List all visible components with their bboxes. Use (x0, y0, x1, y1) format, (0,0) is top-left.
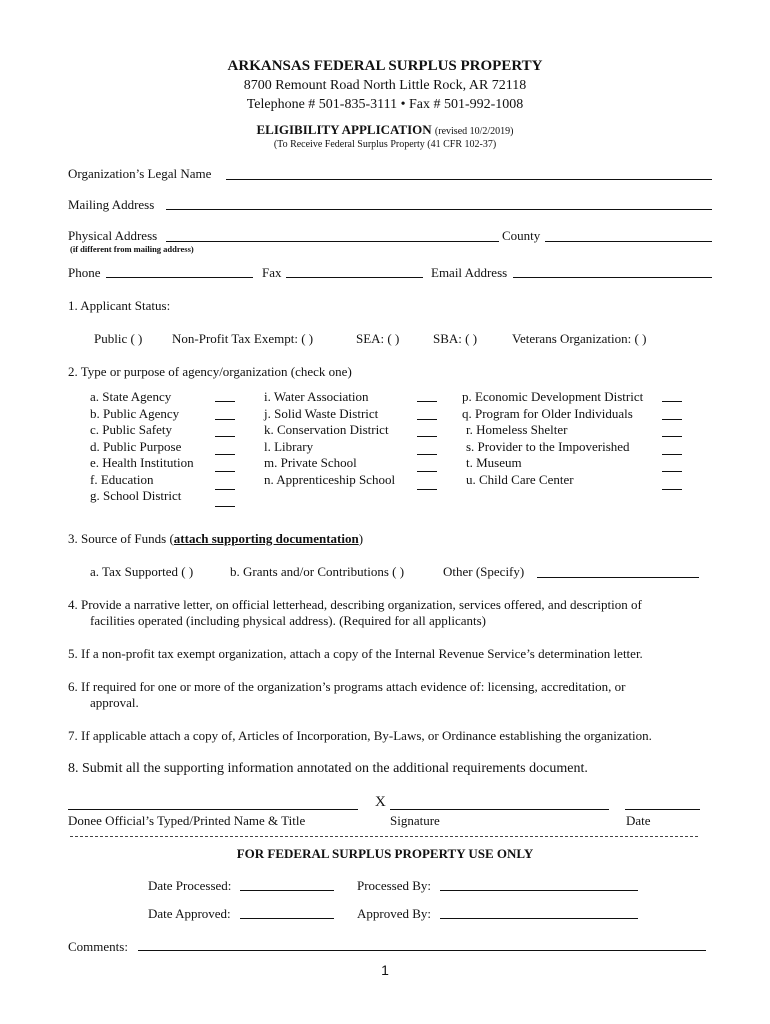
type-column-3 (462, 389, 643, 488)
org-title: ARKANSAS FEDERAL SURPLUS PROPERTY (227, 58, 543, 74)
type-option: i. Water Association (264, 389, 369, 404)
item-7: 7. If applicable attach a copy of, Articles of Incorporation, By-Laws, or Ordinance establishing the organization. (68, 728, 652, 743)
type-option: d. Public Purpose (90, 438, 182, 454)
source-title-text: 3. Source of Funds ( (68, 531, 174, 546)
form-title-line (0, 122, 770, 138)
status-sba[interactable]: SBA: ( ) (433, 331, 478, 346)
status-nonprofit[interactable]: Non-Profit Tax Exempt: ( ) (172, 331, 314, 346)
item-6: 6. If required for one or more of the organization’s programs attach evidence of: licensing, accreditation, or (68, 679, 626, 694)
source-of-funds-title (68, 531, 363, 547)
type-blanks-2 (417, 389, 437, 494)
revised-date: (revised 10/2/2019) (434, 126, 514, 137)
date-approved-field[interactable] (240, 918, 334, 919)
phone-label: Phone (68, 265, 101, 280)
checkbox-blank[interactable] (215, 424, 235, 437)
type-option: m. Private School (264, 455, 357, 470)
checkbox-blank[interactable] (662, 442, 682, 455)
fax-field[interactable] (286, 277, 423, 278)
comments-field[interactable] (138, 950, 706, 951)
checkbox-blank[interactable] (215, 407, 235, 420)
type-option: u. Child Care Center (466, 471, 574, 487)
type-option: r. Homeless Shelter (466, 422, 568, 437)
office-use-title: FOR FEDERAL SURPLUS PROPERTY USE ONLY (236, 846, 534, 861)
mailing-address-field[interactable] (166, 209, 712, 210)
status-public[interactable]: Public ( ) (94, 331, 143, 346)
email-label: Email Address (431, 265, 508, 280)
date-approved-label: Date Approved: (148, 906, 231, 921)
type-option: j. Solid Waste District (264, 405, 379, 421)
processed-by-label: Processed By: (357, 878, 432, 893)
item-4: 4. Provide a narrative letter, on official letterhead, describing organization, services offered, and description of (68, 597, 642, 612)
type-blanks-1 (215, 389, 235, 512)
checkbox-blank[interactable] (215, 459, 235, 472)
form-title: ELIGIBILITY APPLICATION (256, 122, 432, 137)
type-option: p. Economic Development District (462, 389, 644, 404)
type-column-2 (264, 389, 395, 488)
funds-grants[interactable]: b. Grants and/or Contributions ( ) (230, 564, 405, 579)
type-option: g. School District (90, 488, 182, 503)
checkbox-blank[interactable] (662, 424, 682, 437)
signature-label: Signature (390, 813, 440, 828)
legal-name-field[interactable] (226, 179, 712, 180)
item-6-continued: approval. (90, 695, 139, 710)
type-option: q. Program for Older Individuals (462, 405, 633, 421)
checkbox-blank[interactable] (662, 407, 682, 420)
org-contact: Telephone # 501-835-3111 • Fax # 501-992-1008 (246, 97, 524, 112)
printed-name-field[interactable] (68, 809, 358, 810)
item-4-continued: facilities operated (including physical address). (Required for all applicants) (90, 613, 486, 628)
type-option: a. State Agency (90, 389, 172, 404)
checkbox-blank[interactable] (662, 459, 682, 472)
physical-address-field[interactable] (166, 241, 499, 242)
checkbox-blank[interactable] (417, 459, 437, 472)
type-option: b. Public Agency (90, 405, 180, 421)
printed-name-label: Donee Official’s Typed/Printed Name & Title (68, 813, 306, 828)
funds-other-label: Other (Specify) (443, 564, 525, 579)
organization-type-title: 2. Type or purpose of agency/organization (check one) (68, 364, 352, 379)
date-processed-field[interactable] (240, 890, 334, 891)
type-option: e. Health Institution (90, 455, 194, 470)
approved-by-label: Approved By: (357, 906, 432, 921)
org-address: 8700 Remount Road North Little Rock, AR 72118 (243, 78, 527, 93)
checkbox-blank[interactable] (215, 389, 235, 402)
date-processed-label: Date Processed: (148, 878, 232, 893)
attach-documentation-link: attach supporting documentation (173, 531, 359, 546)
funds-tax-supported[interactable]: a. Tax Supported ( ) (90, 564, 194, 579)
applicant-status-title: 1. Applicant Status: (68, 298, 171, 313)
legal-name-label: Organization’s Legal Name (68, 166, 212, 181)
processed-by-field[interactable] (440, 890, 638, 891)
date-field[interactable] (625, 809, 700, 810)
type-column-1 (90, 389, 194, 505)
type-option: c. Public Safety (90, 422, 172, 437)
county-field[interactable] (545, 241, 712, 242)
page-number: 1 (381, 962, 389, 978)
item-5: 5. If a non-profit tax exempt organization, attach a copy of the Internal Revenue Service’s determination letter. (68, 646, 643, 661)
mailing-address-label: Mailing Address (68, 197, 155, 212)
comments-label: Comments: (68, 939, 128, 954)
checkbox-blank[interactable] (417, 477, 437, 490)
status-veterans[interactable]: Veterans Organization: ( ) (512, 331, 647, 346)
date-label: Date (626, 813, 651, 828)
physical-address-label: Physical Address (68, 228, 158, 243)
type-option: k. Conservation District (264, 422, 389, 437)
checkbox-blank[interactable] (215, 494, 235, 507)
type-option: f. Education (90, 471, 154, 487)
checkbox-blank[interactable] (417, 407, 437, 420)
email-field[interactable] (513, 277, 712, 278)
type-option: t. Museum (466, 455, 522, 470)
signature-x-mark: X (375, 794, 386, 810)
physical-address-note: (if different from mailing address) (70, 244, 194, 254)
type-option: l. Library (264, 438, 314, 454)
item-8: 8. Submit all the supporting information annotated on the additional requirements document. (68, 761, 588, 776)
source-title-end: ) (358, 531, 364, 546)
approved-by-field[interactable] (440, 918, 638, 919)
checkbox-blank[interactable] (215, 477, 235, 490)
type-option: n. Apprenticeship School (264, 471, 396, 487)
checkbox-blank[interactable] (417, 389, 437, 402)
phone-field[interactable] (106, 277, 253, 278)
checkbox-blank[interactable] (215, 442, 235, 455)
signature-field[interactable] (390, 809, 609, 810)
county-label: County (502, 228, 541, 243)
status-sea[interactable]: SEA: ( ) (356, 331, 400, 346)
section-divider (70, 836, 698, 837)
checkbox-blank[interactable] (417, 442, 437, 455)
checkbox-blank[interactable] (662, 477, 682, 490)
checkbox-blank[interactable] (417, 424, 437, 437)
form-subtitle: (To Receive Federal Surplus Property (41 CFR 102-37) (273, 139, 497, 150)
type-option: s. Provider to the Impoverished (466, 438, 630, 454)
fax-label: Fax (262, 265, 282, 280)
checkbox-blank[interactable] (662, 389, 682, 402)
funds-other-field[interactable] (537, 577, 699, 578)
type-blanks-3 (662, 389, 682, 494)
